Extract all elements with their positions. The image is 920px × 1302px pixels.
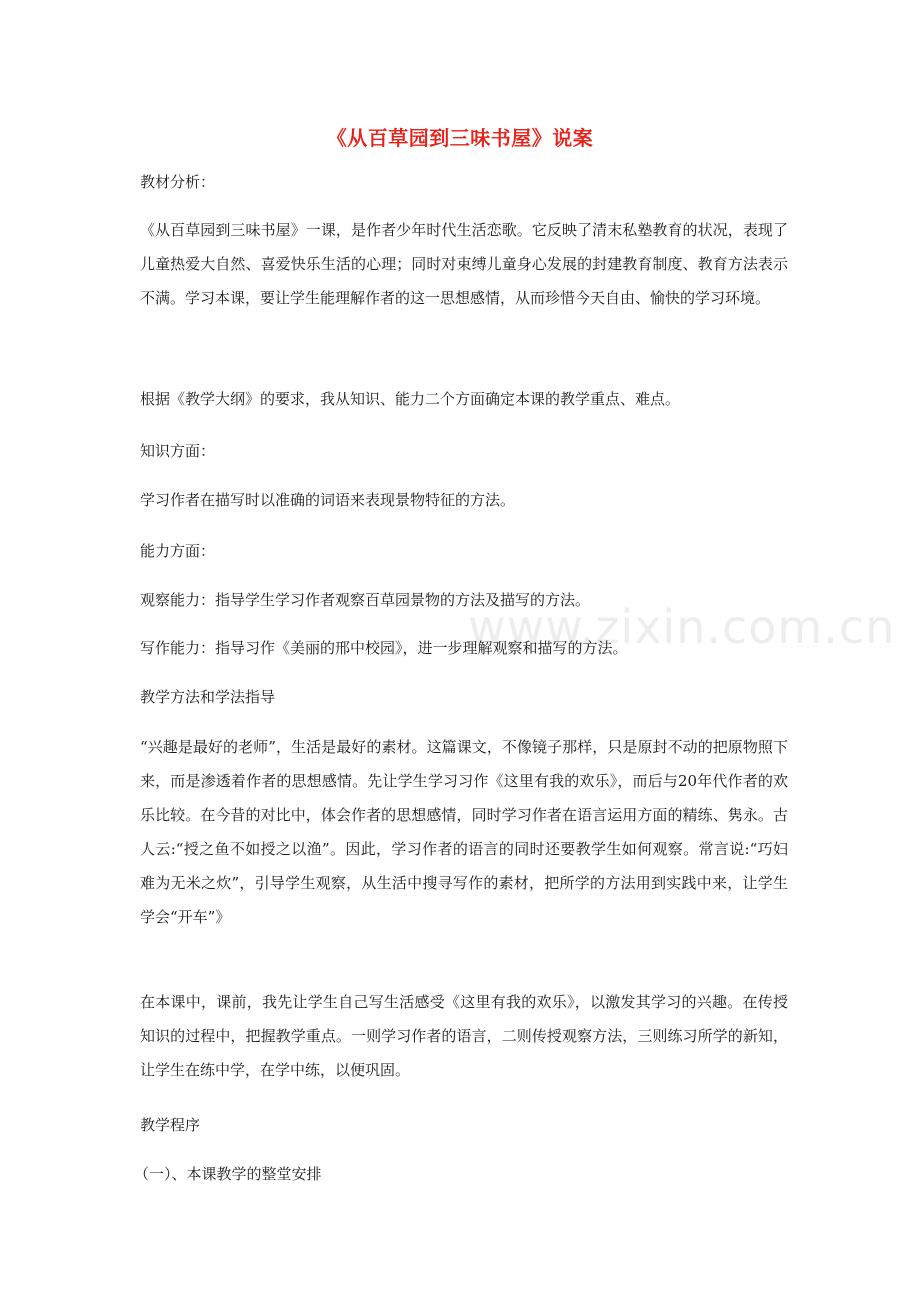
- section-heading-analysis: 教材分析：: [140, 173, 216, 191]
- writing-paragraph: 写作能力：指导习作《美丽的邢中校园》，进一步理解观察和描写的方法。: [140, 639, 628, 657]
- analysis-paragraph: 《从百草园到三味书屋》一课，是作者少年时代生活恋歌。它反映了清末私塾教育的状况，表现了儿童热爱大自然、喜爱快乐生活的心理；同时对束缚儿童身心发展的封建教育制度、教育方法表示不满。学习本课，要让学生能理解作者的这一思想感情，从而珍惜今天自由、愉快的学习环境。: [140, 221, 788, 307]
- observation-paragraph: 观察能力：指导学生学习作者观察百草园景物的方法及描写的方法。: [140, 591, 591, 609]
- document-title: 《从百草园到三味书屋》说案: [326, 126, 594, 150]
- knowledge-paragraph: 学习作者在描写时以准确的词语来表现景物特征的方法。: [140, 491, 516, 509]
- knowledge-heading: 知识方面：: [140, 442, 216, 460]
- syllabus-paragraph: 根据《教学大纲》的要求，我从知识、能力二个方面确定本课的教学重点、难点。: [140, 390, 681, 408]
- ability-heading: 能力方面：: [140, 542, 216, 560]
- method-heading: 教学方法和学法指导: [140, 688, 276, 706]
- procedure-heading: 教学程序: [140, 1116, 201, 1134]
- lesson-paragraph: 在本课中，课前，我先让学生自己写生活感受《这里有我的欢乐》，以激发其学习的兴趣。在传授知识的过程中，把握教学重点。一则学习作者的语言，二则传授观察方法，三则练习所学的新知，让学生在练中学，在学中练，以便巩固。: [140, 993, 788, 1079]
- arrangement-heading: （一）、本课教学的整堂安排: [134, 1165, 322, 1183]
- watermark-text: www.zixin.com.cn: [468, 600, 896, 654]
- method-paragraph: “兴趣是最好的老师”，生活是最好的素材。这篇课文，不像镜子那样，只是原封不动的把原物照下来，而是渗透着作者的思想感情。先让学生学习习作《这里有我的欢乐》，而后与20年代作者的欢乐比较。在今昔的对比中，体会作者的思想感情，同时学习作者在语言运用方面的精练、隽永。古人云:“授之鱼不如授之以渔”。因此，学习作者的语言的同时还要教学生如何观察。常言说:“巧妇难为无米之炊”，引导学生观察，从生活中搜寻写作的素材，把所学的方法用到实践中来，让学生学会“开车”》: [140, 738, 788, 926]
